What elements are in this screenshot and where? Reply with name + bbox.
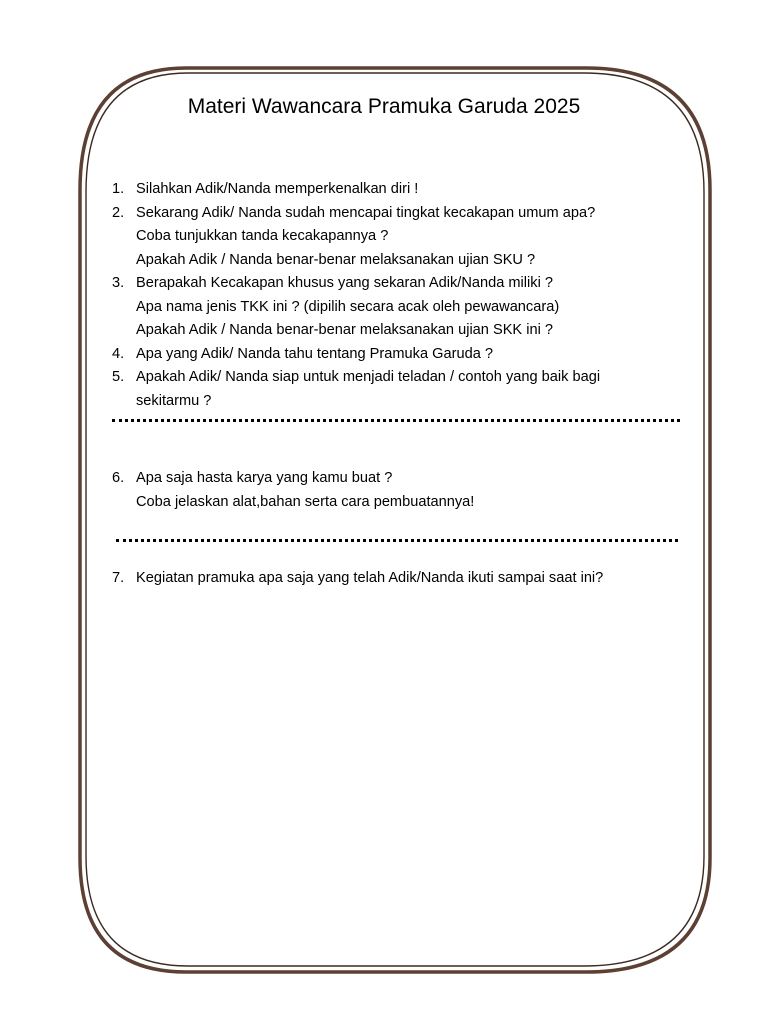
question-item-1 bbox=[112, 178, 692, 202]
question-item-2 bbox=[112, 202, 692, 273]
question-item-4 bbox=[112, 343, 692, 367]
question-number: 7. bbox=[112, 570, 125, 586]
question-number: 5. bbox=[112, 369, 125, 385]
dotted-divider-2 bbox=[116, 539, 678, 542]
question-item-7 bbox=[112, 567, 692, 591]
question-text: Apakah Adik / Nanda benar-benar melaksanakan ujian SKK ini ? bbox=[136, 322, 553, 338]
question-item-6 bbox=[112, 467, 692, 514]
question-text: Apa yang Adik/ Nanda tahu tentang Pramuka Garuda ? bbox=[136, 345, 493, 362]
question-text: Apa saja hasta karya yang kamu buat ? bbox=[136, 470, 393, 486]
question-text: Sekarang Adik/ Nanda sudah mencapai tingkat kecakapan umum apa? bbox=[136, 204, 596, 221]
question-number: 6. bbox=[112, 470, 125, 486]
question-number: 4. bbox=[112, 345, 125, 362]
question-item-3 bbox=[112, 272, 692, 343]
question-number: 2. bbox=[112, 204, 125, 221]
dotted-divider-1 bbox=[112, 419, 680, 422]
question-text: Apa nama jenis TKK ini ? (dipilih secara acak oleh pewawancara) bbox=[136, 298, 560, 315]
question-number: 1. bbox=[112, 181, 125, 197]
question-text: Berapakah Kecakapan khusus yang sekaran Adik/Nanda miliki ? bbox=[136, 275, 553, 291]
question-text: Apakah Adik/ Nanda siap untuk menjadi teladan / contoh yang baik bagi bbox=[136, 369, 601, 385]
question-list-section-3 bbox=[112, 567, 692, 591]
question-text: Coba tunjukkan tanda kecakapannya ? bbox=[136, 228, 389, 244]
question-text: Apakah Adik / Nanda benar-benar melaksanakan ujian SKU ? bbox=[136, 251, 536, 268]
question-text: Coba jelaskan alat,bahan serta cara pembuatannya! bbox=[136, 493, 475, 510]
question-text: Kegiatan pramuka apa saja yang telah Adik/Nanda ikuti sampai saat ini? bbox=[136, 570, 604, 586]
question-text: sekitarmu ? bbox=[136, 392, 212, 409]
question-list-section-1 bbox=[112, 178, 692, 413]
question-item-5 bbox=[112, 366, 692, 413]
question-list-section-2 bbox=[112, 467, 692, 514]
question-number: 3. bbox=[112, 275, 125, 291]
page-title: Materi Wawancara Pramuka Garuda 2025 bbox=[187, 95, 581, 118]
question-text: Silahkan Adik/Nanda memperkenalkan diri ! bbox=[136, 181, 419, 197]
